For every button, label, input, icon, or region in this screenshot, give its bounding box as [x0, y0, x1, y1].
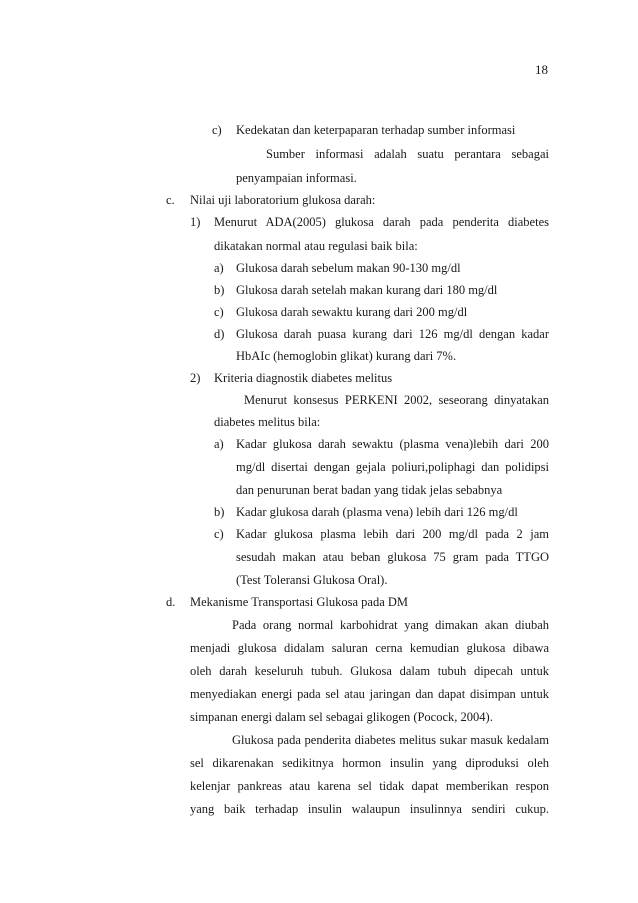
- subitem-text: (Test Toleransi Glukosa Oral).: [236, 573, 388, 587]
- subitem-text: Glukosa darah sebelum makan 90-130 mg/dl: [236, 261, 461, 275]
- subitem-text: Glukosa darah puasa kurang dari 126 mg/dl dengan kadar: [236, 327, 549, 341]
- subitem-marker: b): [214, 505, 225, 519]
- item-body: Sumber informasi adalah suatu perantara sebagai: [266, 147, 549, 161]
- subitem-marker: a): [214, 437, 224, 451]
- item-body: diabetes melitus bila:: [214, 415, 321, 429]
- subitem-text: Glukosa darah sewaktu kurang dari 200 mg/dl: [236, 305, 468, 319]
- page-number: 18: [535, 62, 548, 77]
- item-title: Kedekatan dan keterpaparan terhadap sumber informasi: [236, 123, 516, 137]
- item-body: dikatakan normal atau regulasi baik bila:: [214, 239, 418, 253]
- item-body: Menurut ADA(2005) glukosa darah pada penderita diabetes: [214, 215, 549, 229]
- subitem-marker: b): [214, 283, 225, 297]
- item-body: penyampaian informasi.: [236, 171, 357, 185]
- item-body: Menurut konsesus PERKENI 2002, seseorang dinyatakan: [244, 393, 549, 407]
- item-marker: c): [212, 123, 222, 137]
- paragraph-line: Glukosa pada penderita diabetes melitus sukar masuk kedalam: [232, 733, 549, 747]
- paragraph-line: yang baik terhadap insulin walaupun insulinnya sendiri cukup.: [190, 802, 549, 816]
- subitem-text: Kadar glukosa darah sewaktu (plasma vena)lebih dari 200: [236, 437, 549, 451]
- subitem-text: sesudah makan atau beban glukosa 75 gram pada TTGO: [236, 550, 549, 564]
- section-marker: d.: [166, 595, 176, 609]
- paragraph-line: Pada orang normal karbohidrat yang dimakan akan diubah: [232, 618, 549, 632]
- section-title: Mekanisme Transportasi Glukosa pada DM: [190, 595, 409, 609]
- section-title: Nilai uji laboratorium glukosa darah:: [190, 193, 376, 207]
- item-title: Kriteria diagnostik diabetes melitus: [214, 371, 393, 385]
- subitem-marker: c): [214, 527, 224, 541]
- subitem-text: Glukosa darah setelah makan kurang dari 180 mg/dl: [236, 283, 498, 297]
- paragraph-line: kelenjar pankreas atau karena sel tidak dapat memberikan respon: [190, 779, 549, 793]
- paragraph-line: simpanan energi dalam sel sebagai glikogen (Pocock, 2004).: [190, 710, 493, 724]
- item-marker: 1): [190, 215, 201, 229]
- subitem-text: dan penurunan berat badan yang tidak jelas sebabnya: [236, 483, 503, 497]
- subitem-text: HbAIc (hemoglobin glikat) kurang dari 7%.: [236, 349, 457, 363]
- subitem-text: Kadar glukosa darah (plasma vena) lebih dari 126 mg/dl: [236, 505, 518, 519]
- subitem-text: mg/dl disertai dengan gejala poliuri,poliphagi dan polidipsi: [236, 460, 549, 474]
- subitem-text: Kadar glukosa plasma lebih dari 200 mg/dl pada 2 jam: [236, 527, 549, 541]
- paragraph-line: menyediakan energi pada sel atau jaringan dan dapat disimpan untuk: [190, 687, 549, 701]
- paragraph-line: menjadi glukosa didalam saluran cerna kemudian glukosa dibawa: [190, 641, 549, 655]
- subitem-marker: a): [214, 261, 224, 275]
- subitem-marker: d): [214, 327, 225, 341]
- item-marker: 2): [190, 371, 201, 385]
- subitem-marker: c): [214, 305, 224, 319]
- paragraph-line: sel dikarenakan sedikitnya hormon insulin yang diproduksi oleh: [190, 756, 549, 770]
- section-marker: c.: [166, 193, 175, 207]
- paragraph-line: oleh darah keseluruh tubuh. Glukosa dalam tubuh dipecah untuk: [190, 664, 549, 678]
